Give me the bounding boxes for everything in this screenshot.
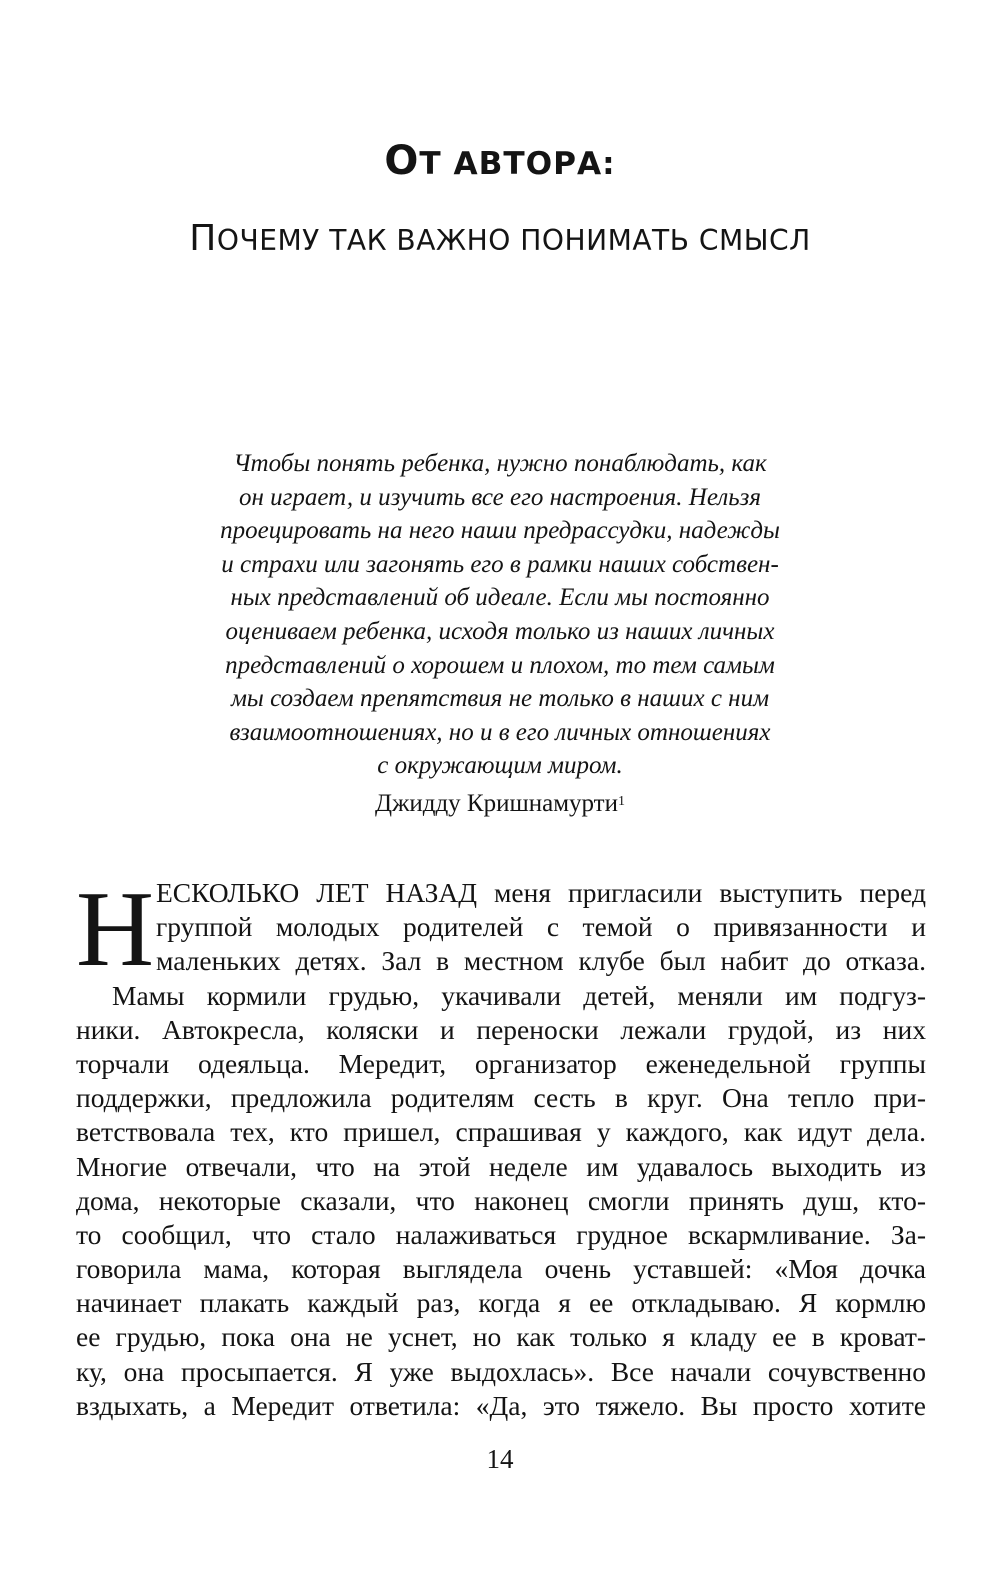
chapter-subtitle-rest: ОЧЕМУ ТАК ВАЖНО ПОНИМАТЬ СМЫСЛ	[216, 224, 811, 257]
epigraph-line: взаимоотношениях, но и в его личных отношениях	[229, 718, 771, 746]
epigraph-line: представлений о хорошем и плохом, то тем самым	[225, 651, 775, 679]
body-line: ЕСКОЛЬКО ЛЕТ НАЗАД меня пригласили выступить перед	[156, 877, 926, 908]
epigraph-line: оцениваем ребенка, исходя только из наших личных	[225, 617, 775, 645]
body-line: вздыхать, а Мередит ответила: «Да, это тяжело. Вы просто хотите	[76, 1389, 926, 1421]
epigraph-line: он играет, и изучить все его настроения. Нельзя	[239, 483, 761, 511]
epigraph-line: проецировать на него наши предрассудки, надежды	[220, 517, 780, 545]
epigraph-author	[150, 787, 850, 820]
epigraph-line: и страхи или загонять его в рамки наших собствен-	[221, 550, 779, 578]
body-line: Мамы кормили грудью, укачивали детей, меняли им подгуз-	[112, 979, 926, 1011]
body-line: ее грудью, пока она не уснет, но как только я кладу ее в кроват-	[76, 1321, 926, 1353]
epigraph-line: Чтобы понять ребенка, нужно понаблюдать, как	[233, 450, 767, 477]
body-line: говорила мама, которая выглядела очень уставшей: «Моя дочка	[76, 1253, 926, 1285]
chapter-title-initial: О	[384, 138, 420, 184]
epigraph-author-name: Джидду Кришнамурти	[375, 790, 618, 817]
epigraph	[150, 447, 850, 783]
body-text	[76, 870, 926, 1423]
page-number: 14	[486, 1444, 514, 1474]
body-line: дома, некоторые сказали, что наконец смогли принять душ, кто-	[76, 1184, 926, 1216]
chapter-subtitle-initial: П	[189, 218, 217, 259]
body-line: торчали одеяльца. Мередит, организатор еженедельной группы	[76, 1047, 926, 1079]
body-line: Многие отвечали, что на этой неделе им удавалось выходить из	[76, 1150, 926, 1182]
body-line: начинает плакать каждый раз, когда я ее откладываю. Я кормлю	[76, 1287, 926, 1319]
epigraph-line: с окружающим миром.	[377, 752, 623, 780]
chapter-title	[0, 138, 1000, 184]
footnote-mark: 1	[617, 794, 625, 809]
body-line: ники. Автокресла, коляски и переноски лежали грудой, из них	[76, 1013, 926, 1045]
body-line: ку, она просыпается. Я уже выдохлась». Все начали сочувственно	[76, 1355, 926, 1387]
body-line: ветствовала тех, кто пришел, спрашивая у каждого, как идут дела.	[76, 1116, 926, 1148]
body-line: то сообщил, что стало налаживаться грудное вскармливание. За-	[76, 1218, 926, 1250]
epigraph-line: ных представлений об идеале. Если мы постоянно	[230, 584, 770, 612]
body-line: поддержки, предложила родителям сесть в круг. Она тепло при-	[76, 1082, 926, 1114]
drop-cap: Н	[76, 870, 154, 989]
chapter-subtitle	[0, 218, 1000, 259]
body-line: группой молодых родителей с темой о привязанности и	[156, 911, 926, 943]
epigraph-line: мы создаем препятствия не только в наших с ним	[230, 685, 770, 713]
body-line: маленьких детях. Зал в местном клубе был набит до отказа.	[156, 945, 926, 977]
chapter-title-rest: Т АВТОРА:	[419, 146, 616, 182]
